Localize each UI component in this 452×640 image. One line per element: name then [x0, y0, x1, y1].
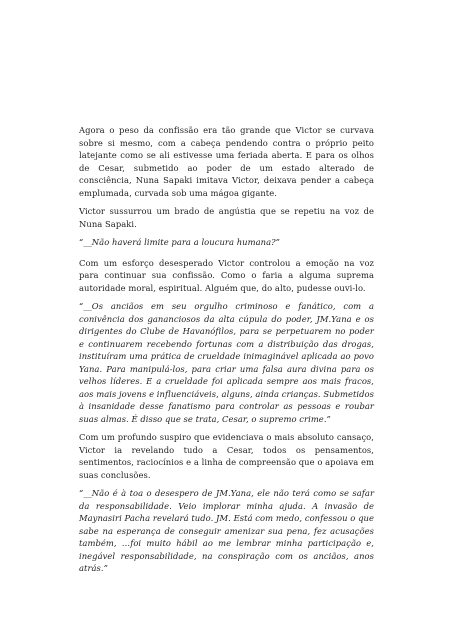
quote-elders-crime: “__Os anciãos em seu orgulho criminoso e fanático, com a conivência dos gananciosos da alta cúpula do poder, JM.Yana e os dirigentes do Clube de Havanófilos, para se perpetuarem no poder e continuarem recebendo fortunas com a distribuição das drogas, instituíram uma prática de crueldade inimaginável aplicada ao povo Yana. Para manipulá-los, para criar uma falsa aura divina para os velhos líderes. E a crueldade foi aplicada sempre aos mais fracos, aos mais jovens e influenciáveis, alguns, ainda crianças. Submetidos à insanidade desse fanatismo para controlar as pessoas e roubar suas almas. É disso que se trata, Cesar, o supremo crime.” — [79, 301, 374, 424]
document-page — [79, 124, 374, 581]
paragraph-whisper: Victor sussurrou um brado de angústia que se repetiu na voz de Nuna Sapaki. — [79, 206, 374, 229]
paragraph-sigh: Com um profundo suspiro que evidenciava o mais absoluto cansaço, Victor ia revelando tudo a Cesar, todos os pensamentos, sentimentos, raciocínios e a linha de compreensão que o apoiava em suas conclusões. — [79, 432, 374, 480]
paragraph-effort: Com um esforço desesperado Victor controlou a emoção na voz para continuar sua confissão. Como o faria a alguma suprema autoridade moral, espiritual. Alguém que, do alto, pudesse ouvi-lo. — [79, 257, 374, 293]
quote-jm-despair: “__Não é à toa o desespero de JM.Yana, ele não terá como se safar da responsabilidade. Veio implorar minha ajuda. A invasão de Maynasiri Pacha revelará tudo. JM. Está com medo, confessou o que sabe na esperança de conseguir amenizar sua pena, fez acusações também, …foi muito hábil ao me lembrar minha participação e, inegável responsabilidade, na conspiração com os anciãos, anos atrás.” — [79, 488, 374, 573]
quote-no-limit: “__Não haverá limite para a loucura humana?” — [79, 237, 280, 247]
paragraph-confession-weight: Agora o peso da confissão era tão grande que Victor se curvava sobre si mesmo, com a cabeça pendendo contra o próprio peito latejante como se ali estivesse uma feriada aberta. E para os olhos de Cesar, submetido ao poder de um estado alterado de consciência, Nuna Sapaki imitava Victor, deixava pender a cabeça emplumada, curvada sob uma mágoa gigante. — [79, 125, 374, 198]
